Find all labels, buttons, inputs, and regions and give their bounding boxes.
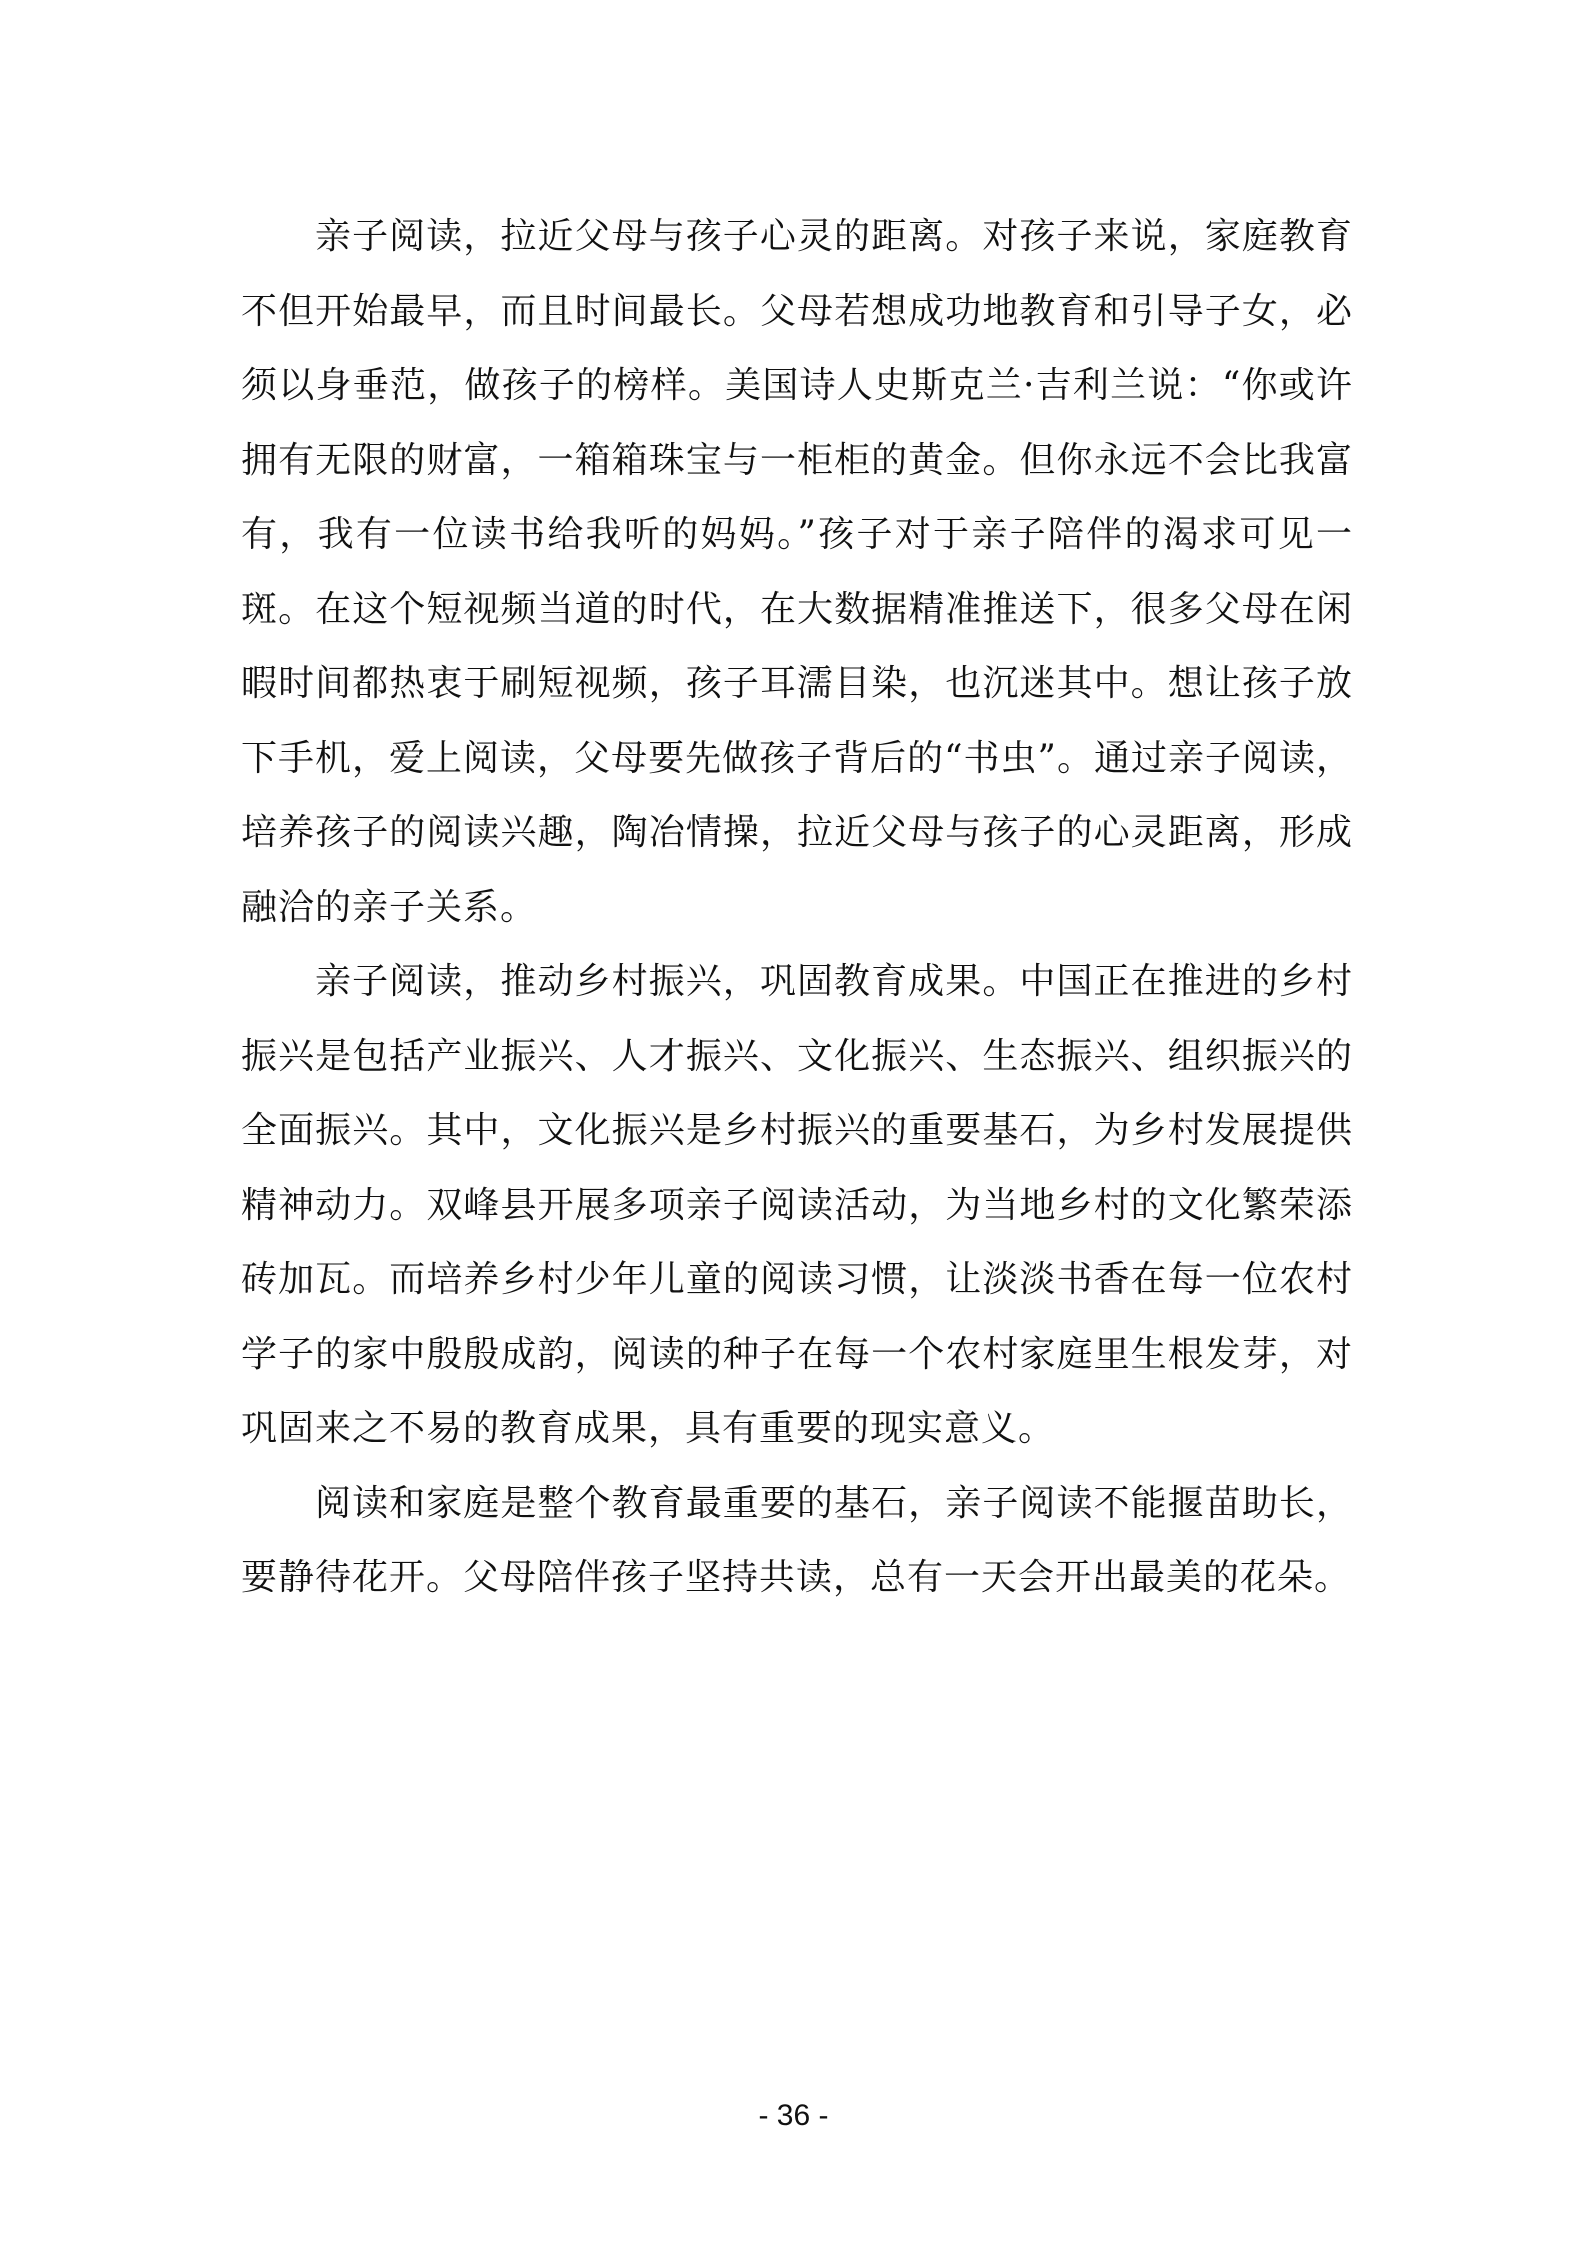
paragraph-rural-revitalization: 亲子阅读，推动乡村振兴，巩固教育成果。中国正在推进的乡村振兴是包括产业振兴、人才振兴、文化振兴、生态振兴、组织振兴的全面振兴。其中，文化振兴是乡村振兴的重要基石，为乡村发展提供精神动力。双峰县开展多项亲子阅读活动，为当地乡村的文化繁荣添砖加瓦。而培养乡村少年儿童的阅读习惯，让淡淡书香在每一位农村学子的家中殷殷成韵，阅读的种子在每一个农村家庭里生根发芽，对巩固来之不易的教育成果，具有重要的现实意义。 (241, 961, 1353, 1449)
paragraph-conclusion: 阅读和家庭是整个教育最重要的基石，亲子阅读不能揠苗助长，要静待花开。父母陪伴孩子坚持共读，总有一天会开出最美的花朵。 (241, 1482, 1353, 1598)
page-number: - 36 - (758, 2099, 829, 2132)
paragraph-family-reading-distance: 亲子阅读，拉近父母与孩子心灵的距离。对孩子来说，家庭教育不但开始最早，而且时间最长。父母若想成功地教育和引导子女，必须以身垂范，做孩子的榜样。美国诗人史斯克兰·吉利兰说：“你或许拥有无限的财富，一箱箱珠宝与一柜柜的黄金。但你永远不会比我富有，我有一位读书给我听的妈妈。”孩子对于亲子陪伴的渴求可见一斑。在这个短视频当道的时代，在大数据精准推送下，很多父母在闲暇时间都热衷于刷短视频，孩子耳濡目染，也沉迷其中。想让孩子放下手机，爱上阅读，父母要先做孩子背后的“书虫”。通过亲子阅读，培养孩子的阅读兴趣，陶冶情操，拉近父母与孩子的心灵距离，形成融洽的亲子关系。 (241, 216, 1353, 928)
body-text (241, 200, 1353, 1616)
